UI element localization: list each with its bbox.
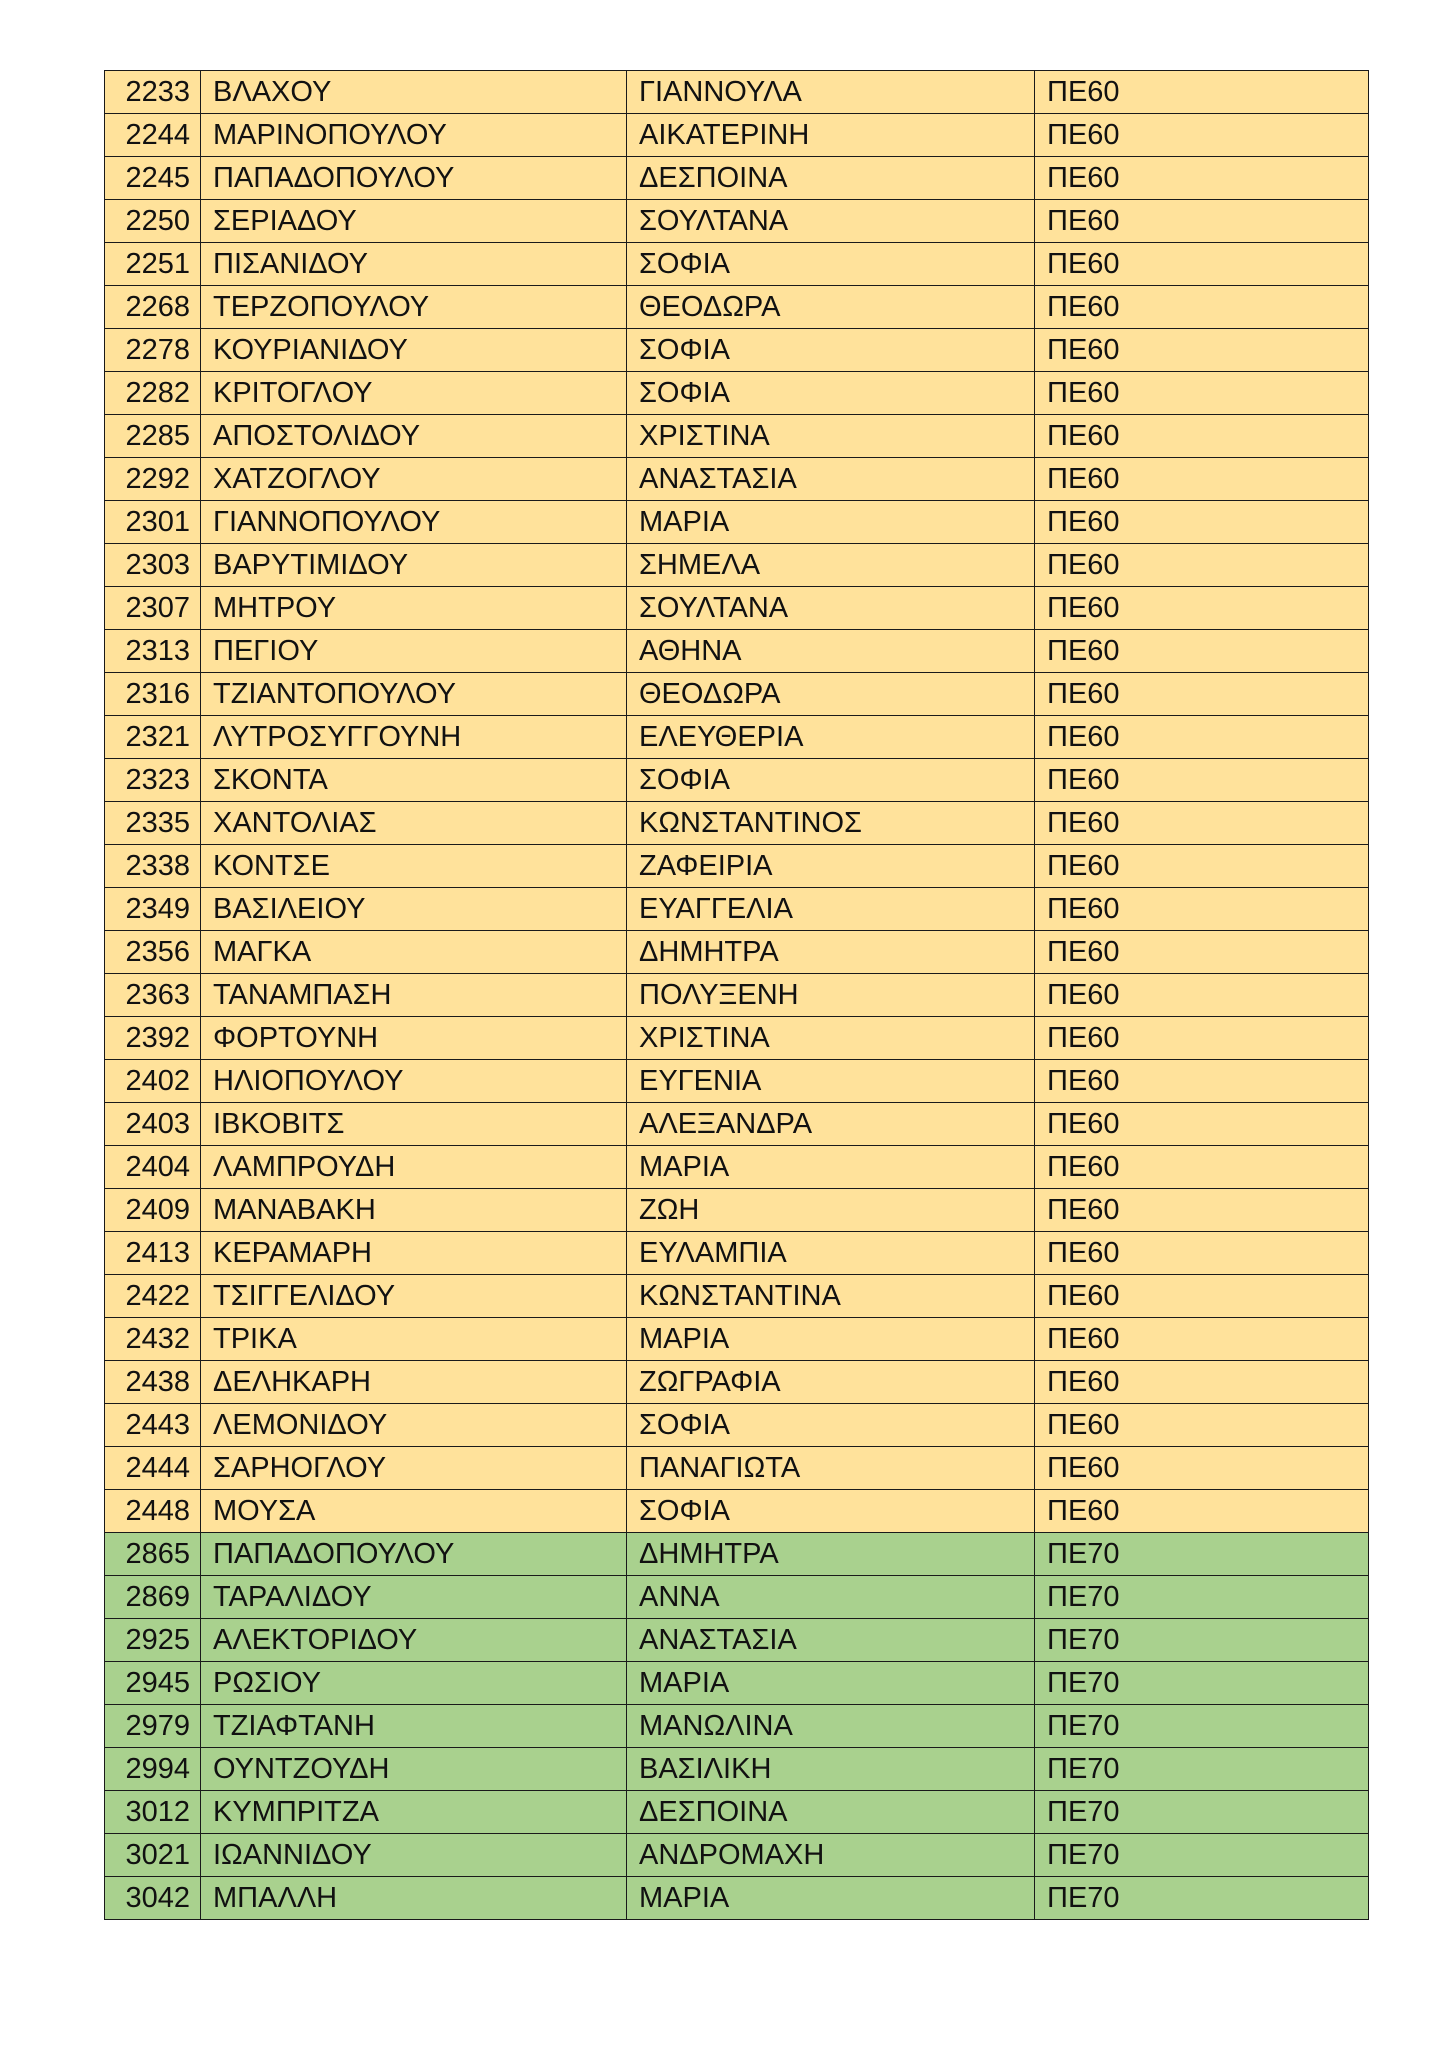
surname-cell: ΤΑΡΑΛΙΔΟΥ — [201, 1576, 627, 1619]
specialty-cell: ΠΕ60 — [1035, 286, 1369, 329]
id-cell: 2865 — [105, 1533, 201, 1576]
table-row — [105, 587, 1369, 630]
surname-cell: ΠΑΠΑΔΟΠΟΥΛΟΥ — [201, 157, 627, 200]
table-row — [105, 1490, 1369, 1533]
first-name-cell: ΣΟΦΙΑ — [627, 372, 1035, 415]
surname-cell: ΤΖΙΑΦΤΑΝΗ — [201, 1705, 627, 1748]
id-cell: 2438 — [105, 1361, 201, 1404]
surname-cell: ΒΛΑΧΟΥ — [201, 71, 627, 114]
table-row — [105, 1060, 1369, 1103]
id-cell: 2335 — [105, 802, 201, 845]
table-row — [105, 1103, 1369, 1146]
table-row — [105, 1189, 1369, 1232]
surname-cell: ΜΟΥΣΑ — [201, 1490, 627, 1533]
id-cell: 2945 — [105, 1662, 201, 1705]
table-row — [105, 802, 1369, 845]
surname-cell: ΛΥΤΡΟΣΥΓΓΟΥΝΗ — [201, 716, 627, 759]
table-row — [105, 200, 1369, 243]
first-name-cell: ΔΕΣΠΟΙΝΑ — [627, 1791, 1035, 1834]
table-row — [105, 974, 1369, 1017]
surname-cell: ΜΑΝΑΒΑΚΗ — [201, 1189, 627, 1232]
id-cell: 2356 — [105, 931, 201, 974]
first-name-cell: ΔΗΜΗΤΡΑ — [627, 931, 1035, 974]
table-row — [105, 1662, 1369, 1705]
specialty-cell: ΠΕ60 — [1035, 716, 1369, 759]
roster-table-body — [105, 71, 1369, 1920]
specialty-cell: ΠΕ70 — [1035, 1619, 1369, 1662]
table-row — [105, 1447, 1369, 1490]
table-row — [105, 1404, 1369, 1447]
table-row — [105, 415, 1369, 458]
first-name-cell: ΑΝΝΑ — [627, 1576, 1035, 1619]
surname-cell: ΙΩΑΝΝΙΔΟΥ — [201, 1834, 627, 1877]
id-cell: 2404 — [105, 1146, 201, 1189]
surname-cell: ΚΟΥΡΙΑΝΙΔΟΥ — [201, 329, 627, 372]
first-name-cell: ΠΑΝΑΓΙΩΤΑ — [627, 1447, 1035, 1490]
surname-cell: ΣΑΡΗΟΓΛΟΥ — [201, 1447, 627, 1490]
table-row — [105, 1877, 1369, 1920]
first-name-cell: ΑΝΑΣΤΑΣΙΑ — [627, 458, 1035, 501]
id-cell: 2925 — [105, 1619, 201, 1662]
specialty-cell: ΠΕ60 — [1035, 329, 1369, 372]
surname-cell: ΑΠΟΣΤΟΛΙΔΟΥ — [201, 415, 627, 458]
first-name-cell: ΣΟΥΛΤΑΝΑ — [627, 200, 1035, 243]
specialty-cell: ΠΕ60 — [1035, 1232, 1369, 1275]
specialty-cell: ΠΕ60 — [1035, 673, 1369, 716]
id-cell: 2313 — [105, 630, 201, 673]
first-name-cell: ΘΕΟΔΩΡΑ — [627, 673, 1035, 716]
surname-cell: ΤΣΙΓΓΕΛΙΔΟΥ — [201, 1275, 627, 1318]
specialty-cell: ΠΕ60 — [1035, 1447, 1369, 1490]
surname-cell: ΧΑΤΖΟΓΛΟΥ — [201, 458, 627, 501]
specialty-cell: ΠΕ60 — [1035, 1103, 1369, 1146]
specialty-cell: ΠΕ70 — [1035, 1662, 1369, 1705]
specialty-cell: ΠΕ60 — [1035, 1275, 1369, 1318]
table-row — [105, 1834, 1369, 1877]
table-row — [105, 845, 1369, 888]
specialty-cell: ΠΕ70 — [1035, 1834, 1369, 1877]
specialty-cell: ΠΕ60 — [1035, 587, 1369, 630]
first-name-cell: ΑΛΕΞΑΝΔΡΑ — [627, 1103, 1035, 1146]
id-cell: 2307 — [105, 587, 201, 630]
specialty-cell: ΠΕ60 — [1035, 544, 1369, 587]
table-row — [105, 1533, 1369, 1576]
surname-cell: ΜΠΑΛΛΗ — [201, 1877, 627, 1920]
specialty-cell: ΠΕ60 — [1035, 1404, 1369, 1447]
first-name-cell: ΣΟΦΙΑ — [627, 759, 1035, 802]
surname-cell: ΜΑΡΙΝΟΠΟΥΛΟΥ — [201, 114, 627, 157]
surname-cell: ΗΛΙΟΠΟΥΛΟΥ — [201, 1060, 627, 1103]
id-cell: 2409 — [105, 1189, 201, 1232]
surname-cell: ΑΛΕΚΤΟΡΙΔΟΥ — [201, 1619, 627, 1662]
first-name-cell: ΔΗΜΗΤΡΑ — [627, 1533, 1035, 1576]
id-cell: 2448 — [105, 1490, 201, 1533]
table-row — [105, 458, 1369, 501]
id-cell: 2278 — [105, 329, 201, 372]
first-name-cell: ΚΩΝΣΤΑΝΤΙΝΑ — [627, 1275, 1035, 1318]
table-row — [105, 1361, 1369, 1404]
id-cell: 2292 — [105, 458, 201, 501]
specialty-cell: ΠΕ60 — [1035, 114, 1369, 157]
id-cell: 2349 — [105, 888, 201, 931]
surname-cell: ΓΙΑΝΝΟΠΟΥΛΟΥ — [201, 501, 627, 544]
specialty-cell: ΠΕ60 — [1035, 71, 1369, 114]
first-name-cell: ΣΟΦΙΑ — [627, 1490, 1035, 1533]
specialty-cell: ΠΕ60 — [1035, 1318, 1369, 1361]
table-row — [105, 286, 1369, 329]
id-cell: 2363 — [105, 974, 201, 1017]
surname-cell: ΚΥΜΠΡΙΤΖΑ — [201, 1791, 627, 1834]
surname-cell: ΤΕΡΖΟΠΟΥΛΟΥ — [201, 286, 627, 329]
specialty-cell: ΠΕ60 — [1035, 845, 1369, 888]
surname-cell: ΔΕΛΗΚΑΡΗ — [201, 1361, 627, 1404]
table-row — [105, 544, 1369, 587]
teacher-roster-table — [104, 70, 1369, 1920]
first-name-cell: ΑΝΑΣΤΑΣΙΑ — [627, 1619, 1035, 1662]
id-cell: 2245 — [105, 157, 201, 200]
table-row — [105, 71, 1369, 114]
first-name-cell: ΑΘΗΝΑ — [627, 630, 1035, 673]
id-cell: 2323 — [105, 759, 201, 802]
id-cell: 2233 — [105, 71, 201, 114]
first-name-cell: ΣΟΦΙΑ — [627, 329, 1035, 372]
specialty-cell: ΠΕ70 — [1035, 1791, 1369, 1834]
first-name-cell: ΕΛΕΥΘΕΡΙΑ — [627, 716, 1035, 759]
first-name-cell: ΕΥΓΕΝΙΑ — [627, 1060, 1035, 1103]
table-row — [105, 1791, 1369, 1834]
surname-cell: ΣΚΟΝΤΑ — [201, 759, 627, 802]
first-name-cell: ΠΟΛΥΞΕΝΗ — [627, 974, 1035, 1017]
id-cell: 2316 — [105, 673, 201, 716]
id-cell: 2402 — [105, 1060, 201, 1103]
id-cell: 2285 — [105, 415, 201, 458]
id-cell: 2444 — [105, 1447, 201, 1490]
specialty-cell: ΠΕ70 — [1035, 1877, 1369, 1920]
id-cell: 3042 — [105, 1877, 201, 1920]
first-name-cell: ΖΩΓΡΑΦΙΑ — [627, 1361, 1035, 1404]
surname-cell: ΚΕΡΑΜΑΡΗ — [201, 1232, 627, 1275]
id-cell: 3021 — [105, 1834, 201, 1877]
specialty-cell: ΠΕ70 — [1035, 1533, 1369, 1576]
surname-cell: ΟΥΝΤΖΟΥΔΗ — [201, 1748, 627, 1791]
id-cell: 2392 — [105, 1017, 201, 1060]
table-row — [105, 329, 1369, 372]
id-cell: 2303 — [105, 544, 201, 587]
specialty-cell: ΠΕ60 — [1035, 931, 1369, 974]
id-cell: 2250 — [105, 200, 201, 243]
surname-cell: ΦΟΡΤΟΥΝΗ — [201, 1017, 627, 1060]
specialty-cell: ΠΕ60 — [1035, 372, 1369, 415]
id-cell: 2268 — [105, 286, 201, 329]
table-row — [105, 673, 1369, 716]
table-row — [105, 372, 1369, 415]
first-name-cell: ΣΟΦΙΑ — [627, 1404, 1035, 1447]
first-name-cell: ΕΥΛΑΜΠΙΑ — [627, 1232, 1035, 1275]
first-name-cell: ΣΗΜΕΛΑ — [627, 544, 1035, 587]
id-cell: 2251 — [105, 243, 201, 286]
specialty-cell: ΠΕ60 — [1035, 759, 1369, 802]
first-name-cell: ΒΑΣΙΛΙΚΗ — [627, 1748, 1035, 1791]
surname-cell: ΚΡΙΤΟΓΛΟΥ — [201, 372, 627, 415]
first-name-cell: ΖΩΗ — [627, 1189, 1035, 1232]
id-cell: 2321 — [105, 716, 201, 759]
surname-cell: ΠΕΓΙΟΥ — [201, 630, 627, 673]
table-row — [105, 931, 1369, 974]
id-cell: 2403 — [105, 1103, 201, 1146]
first-name-cell: ΓΙΑΝΝΟΥΛΑ — [627, 71, 1035, 114]
specialty-cell: ΠΕ70 — [1035, 1705, 1369, 1748]
specialty-cell: ΠΕ60 — [1035, 1060, 1369, 1103]
table-row — [105, 1275, 1369, 1318]
surname-cell: ΠΙΣΑΝΙΔΟΥ — [201, 243, 627, 286]
first-name-cell: ΘΕΟΔΩΡΑ — [627, 286, 1035, 329]
first-name-cell: ΣΟΥΛΤΑΝΑ — [627, 587, 1035, 630]
first-name-cell: ΜΑΝΩΛΙΝΑ — [627, 1705, 1035, 1748]
first-name-cell: ΚΩΝΣΤΑΝΤΙΝΟΣ — [627, 802, 1035, 845]
table-row — [105, 888, 1369, 931]
table-row — [105, 243, 1369, 286]
specialty-cell: ΠΕ60 — [1035, 501, 1369, 544]
specialty-cell: ΠΕ60 — [1035, 1490, 1369, 1533]
first-name-cell: ΜΑΡΙΑ — [627, 1146, 1035, 1189]
specialty-cell: ΠΕ60 — [1035, 630, 1369, 673]
table-row — [105, 1017, 1369, 1060]
first-name-cell: ΖΑΦΕΙΡΙΑ — [627, 845, 1035, 888]
first-name-cell: ΧΡΙΣΤΙΝΑ — [627, 415, 1035, 458]
id-cell: 3012 — [105, 1791, 201, 1834]
table-row — [105, 1232, 1369, 1275]
first-name-cell: ΣΟΦΙΑ — [627, 243, 1035, 286]
surname-cell: ΤΡΙΚΑ — [201, 1318, 627, 1361]
id-cell: 2282 — [105, 372, 201, 415]
first-name-cell: ΧΡΙΣΤΙΝΑ — [627, 1017, 1035, 1060]
table-row — [105, 759, 1369, 802]
specialty-cell: ΠΕ60 — [1035, 1017, 1369, 1060]
surname-cell: ΣΕΡΙΑΔΟΥ — [201, 200, 627, 243]
surname-cell: ΛΕΜΟΝΙΔΟΥ — [201, 1404, 627, 1447]
specialty-cell: ΠΕ60 — [1035, 1189, 1369, 1232]
table-row — [105, 1318, 1369, 1361]
id-cell: 2413 — [105, 1232, 201, 1275]
surname-cell: ΤΑΝΑΜΠΑΣΗ — [201, 974, 627, 1017]
table-row — [105, 1748, 1369, 1791]
first-name-cell: ΑΝΔΡΟΜΑΧΗ — [627, 1834, 1035, 1877]
specialty-cell: ΠΕ60 — [1035, 415, 1369, 458]
table-row — [105, 114, 1369, 157]
specialty-cell: ΠΕ60 — [1035, 1361, 1369, 1404]
first-name-cell: ΜΑΡΙΑ — [627, 1318, 1035, 1361]
specialty-cell: ΠΕ60 — [1035, 243, 1369, 286]
id-cell: 2432 — [105, 1318, 201, 1361]
surname-cell: ΙΒΚΟΒΙΤΣ — [201, 1103, 627, 1146]
id-cell: 2869 — [105, 1576, 201, 1619]
id-cell: 2244 — [105, 114, 201, 157]
table-row — [105, 501, 1369, 544]
surname-cell: ΧΑΝΤΟΛΙΑΣ — [201, 802, 627, 845]
specialty-cell: ΠΕ60 — [1035, 458, 1369, 501]
id-cell: 2994 — [105, 1748, 201, 1791]
table-row — [105, 630, 1369, 673]
id-cell: 2979 — [105, 1705, 201, 1748]
surname-cell: ΜΑΓΚΑ — [201, 931, 627, 974]
table-row — [105, 1146, 1369, 1189]
table-row — [105, 1576, 1369, 1619]
table-row — [105, 716, 1369, 759]
first-name-cell: ΑΙΚΑΤΕΡΙΝΗ — [627, 114, 1035, 157]
first-name-cell: ΜΑΡΙΑ — [627, 1662, 1035, 1705]
id-cell: 2338 — [105, 845, 201, 888]
table-row — [105, 1705, 1369, 1748]
surname-cell: ΒΑΣΙΛΕΙΟΥ — [201, 888, 627, 931]
surname-cell: ΠΑΠΑΔΟΠΟΥΛΟΥ — [201, 1533, 627, 1576]
surname-cell: ΚΟΝΤΣΕ — [201, 845, 627, 888]
id-cell: 2301 — [105, 501, 201, 544]
id-cell: 2443 — [105, 1404, 201, 1447]
specialty-cell: ΠΕ70 — [1035, 1576, 1369, 1619]
first-name-cell: ΜΑΡΙΑ — [627, 501, 1035, 544]
first-name-cell: ΜΑΡΙΑ — [627, 1877, 1035, 1920]
specialty-cell: ΠΕ60 — [1035, 200, 1369, 243]
surname-cell: ΛΑΜΠΡΟΥΔΗ — [201, 1146, 627, 1189]
specialty-cell: ΠΕ60 — [1035, 802, 1369, 845]
specialty-cell: ΠΕ60 — [1035, 1146, 1369, 1189]
table-row — [105, 1619, 1369, 1662]
surname-cell: ΡΩΣΙΟΥ — [201, 1662, 627, 1705]
specialty-cell: ΠΕ60 — [1035, 157, 1369, 200]
table-row — [105, 157, 1369, 200]
first-name-cell: ΕΥΑΓΓΕΛΙΑ — [627, 888, 1035, 931]
id-cell: 2422 — [105, 1275, 201, 1318]
surname-cell: ΜΗΤΡΟΥ — [201, 587, 627, 630]
surname-cell: ΒΑΡΥΤΙΜΙΔΟΥ — [201, 544, 627, 587]
specialty-cell: ΠΕ70 — [1035, 1748, 1369, 1791]
specialty-cell: ΠΕ60 — [1035, 888, 1369, 931]
specialty-cell: ΠΕ60 — [1035, 974, 1369, 1017]
first-name-cell: ΔΕΣΠΟΙΝΑ — [627, 157, 1035, 200]
surname-cell: ΤΖΙΑΝΤΟΠΟΥΛΟΥ — [201, 673, 627, 716]
